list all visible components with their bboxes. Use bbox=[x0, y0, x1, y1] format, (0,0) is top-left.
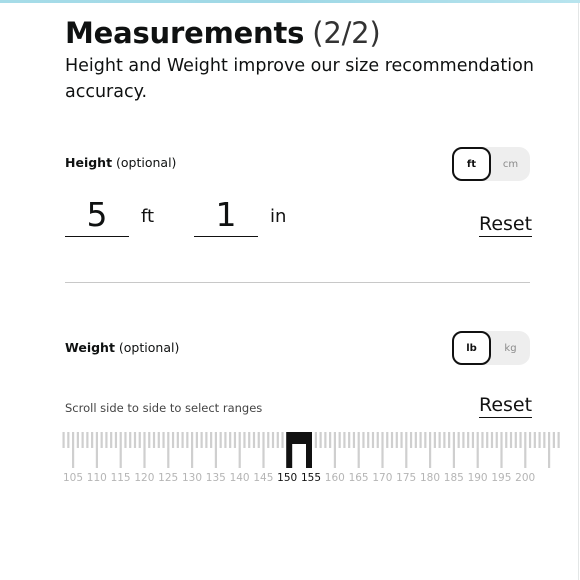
ruler-minor-tick bbox=[515, 432, 517, 448]
height-unit-cm-option[interactable]: cm bbox=[502, 158, 519, 170]
ruler-label: 175 bbox=[396, 472, 417, 484]
section-divider bbox=[65, 282, 530, 283]
ruler-minor-tick bbox=[224, 432, 226, 448]
ruler-minor-tick bbox=[343, 432, 345, 448]
ruler-minor-tick bbox=[91, 432, 93, 448]
ruler-label: 140 bbox=[229, 472, 250, 484]
height-label bbox=[65, 155, 176, 170]
ruler-minor-tick bbox=[558, 432, 560, 448]
ruler-minor-tick bbox=[339, 432, 341, 448]
height-unit-toggle[interactable] bbox=[452, 147, 530, 181]
ruler-minor-tick bbox=[162, 432, 164, 448]
ruler-minor-tick bbox=[105, 432, 107, 448]
ruler-major-tick bbox=[96, 432, 98, 468]
ruler-selected-range[interactable] bbox=[286, 432, 312, 468]
ruler-major-tick bbox=[191, 432, 193, 468]
weight-unit-toggle[interactable] bbox=[452, 331, 530, 365]
ruler-minor-tick bbox=[415, 432, 417, 448]
ruler-label: 105 bbox=[62, 472, 84, 484]
ruler-minor-tick bbox=[243, 432, 245, 448]
ruler-minor-tick bbox=[324, 432, 326, 448]
height-inches-input[interactable]: 1 bbox=[194, 196, 258, 237]
weight-label bbox=[65, 340, 179, 355]
ruler-minor-tick bbox=[543, 432, 545, 448]
ruler-minor-tick bbox=[372, 432, 374, 448]
ruler-minor-tick bbox=[67, 432, 69, 448]
step-indicator: (2/2) bbox=[312, 16, 381, 50]
ruler-minor-tick bbox=[315, 432, 317, 448]
ruler-minor-tick bbox=[505, 432, 507, 448]
ruler-label: 200 bbox=[515, 472, 536, 484]
ruler-minor-tick bbox=[510, 432, 512, 448]
ruler-label: 195 bbox=[491, 472, 512, 484]
ruler-minor-tick bbox=[367, 432, 369, 448]
ruler-major-tick bbox=[453, 432, 455, 468]
ruler-major-tick bbox=[405, 432, 407, 468]
ruler-major-tick bbox=[477, 432, 479, 468]
ruler-label: 165 bbox=[348, 472, 369, 484]
ruler-major-tick bbox=[381, 432, 383, 468]
ruler-minor-tick bbox=[77, 432, 79, 448]
ruler-minor-tick bbox=[396, 432, 398, 448]
ruler-minor-tick bbox=[134, 432, 136, 448]
weight-range-slider[interactable] bbox=[62, 432, 536, 488]
ruler-minor-tick bbox=[353, 432, 355, 448]
ruler-minor-tick bbox=[467, 432, 469, 448]
page-subtitle: Height and Weight improve our size recommendation accuracy. bbox=[65, 56, 534, 102]
weight-unit-kg-option[interactable]: kg bbox=[504, 342, 517, 354]
ruler-label: 185 bbox=[443, 472, 464, 484]
ruler-minor-tick bbox=[320, 432, 322, 448]
ruler-major-tick bbox=[72, 432, 74, 468]
ruler-minor-tick bbox=[362, 432, 364, 448]
ruler-minor-tick bbox=[553, 432, 555, 448]
ruler-major-tick bbox=[334, 432, 336, 468]
weight-label-bold: Weight bbox=[65, 340, 115, 355]
ruler-major-tick bbox=[262, 432, 264, 468]
weight-scroll-hint: Scroll side to side to select ranges bbox=[65, 401, 263, 415]
title-text: Measurements bbox=[65, 16, 305, 50]
ruler-minor-tick bbox=[519, 432, 521, 448]
ruler-minor-tick bbox=[139, 432, 141, 448]
ruler-major-tick bbox=[358, 432, 360, 468]
ruler-major-tick bbox=[524, 432, 526, 468]
ruler-minor-tick bbox=[82, 432, 84, 448]
ruler-minor-tick bbox=[481, 432, 483, 448]
ruler-label: 180 bbox=[419, 472, 441, 484]
weight-reset-button[interactable]: Reset bbox=[479, 394, 533, 416]
ruler-minor-tick bbox=[496, 432, 498, 448]
height-unit-ft-option[interactable]: ft bbox=[452, 147, 491, 181]
ruler-label: 130 bbox=[181, 472, 203, 484]
ruler-minor-tick bbox=[281, 432, 283, 448]
ruler-minor-tick bbox=[101, 432, 103, 448]
ruler-minor-tick bbox=[220, 432, 222, 448]
ruler-minor-tick bbox=[491, 432, 493, 448]
height-feet-input[interactable]: 5 bbox=[65, 196, 129, 237]
ruler-minor-tick bbox=[472, 432, 474, 448]
ruler-minor-tick bbox=[158, 432, 160, 448]
ruler-minor-tick bbox=[258, 432, 260, 448]
ruler-minor-tick bbox=[377, 432, 379, 448]
ruler-label: 125 bbox=[158, 472, 179, 484]
height-feet-unit: ft bbox=[141, 206, 155, 227]
ruler-major-tick bbox=[548, 432, 550, 468]
ruler-minor-tick bbox=[205, 432, 207, 448]
ruler-minor-tick bbox=[177, 432, 179, 448]
ruler-minor-tick bbox=[196, 432, 198, 448]
ruler-minor-tick bbox=[62, 432, 64, 448]
weight-ruler-svg[interactable] bbox=[62, 432, 536, 488]
ruler-minor-tick bbox=[486, 432, 488, 448]
ruler-minor-tick bbox=[124, 432, 126, 448]
ruler-minor-tick bbox=[267, 432, 269, 448]
ruler-label: 110 bbox=[86, 472, 107, 484]
ruler-minor-tick bbox=[434, 432, 436, 448]
ruler-minor-tick bbox=[186, 432, 188, 448]
ruler-label: 190 bbox=[467, 472, 488, 484]
ruler-label: 155 bbox=[300, 472, 322, 484]
ruler-minor-tick bbox=[129, 432, 131, 448]
ruler-minor-tick bbox=[253, 432, 255, 448]
weight-unit-lb-option[interactable]: lb bbox=[452, 331, 491, 365]
ruler-minor-tick bbox=[272, 432, 274, 448]
height-inches-unit: in bbox=[270, 206, 287, 227]
ruler-minor-tick bbox=[391, 432, 393, 448]
weight-label-optional: (optional) bbox=[114, 340, 180, 355]
ruler-minor-tick bbox=[110, 432, 112, 448]
ruler-label: 135 bbox=[205, 472, 226, 484]
ruler-label: 120 bbox=[134, 472, 155, 484]
ruler-label: 170 bbox=[372, 472, 393, 484]
ruler-label: 150 bbox=[277, 472, 298, 484]
ruler-minor-tick bbox=[400, 432, 402, 448]
ruler-minor-tick bbox=[534, 432, 536, 448]
ruler-major-tick bbox=[429, 432, 431, 468]
ruler-label: 145 bbox=[253, 472, 274, 484]
ruler-minor-tick bbox=[115, 432, 117, 448]
ruler-minor-tick bbox=[229, 432, 231, 448]
ruler-minor-tick bbox=[277, 432, 279, 448]
ruler-minor-tick bbox=[448, 432, 450, 448]
ruler-minor-tick bbox=[172, 432, 174, 448]
ruler-minor-tick bbox=[148, 432, 150, 448]
height-label-optional: (optional) bbox=[112, 155, 177, 170]
ruler-minor-tick bbox=[86, 432, 88, 448]
ruler-minor-tick bbox=[529, 432, 531, 448]
ruler-minor-tick bbox=[538, 432, 540, 448]
ruler-minor-tick bbox=[462, 432, 464, 448]
ruler-major-tick bbox=[215, 432, 217, 468]
ruler-major-tick bbox=[143, 432, 145, 468]
height-reset-button[interactable]: Reset bbox=[479, 213, 533, 235]
ruler-minor-tick bbox=[386, 432, 388, 448]
ruler-minor-tick bbox=[153, 432, 155, 448]
ruler-minor-tick bbox=[443, 432, 445, 448]
ruler-minor-tick bbox=[201, 432, 203, 448]
ruler-minor-tick bbox=[458, 432, 460, 448]
ruler-minor-tick bbox=[424, 432, 426, 448]
ruler-label: 115 bbox=[110, 472, 131, 484]
ruler-minor-tick bbox=[234, 432, 236, 448]
ruler-major-tick bbox=[167, 432, 169, 468]
ruler-minor-tick bbox=[210, 432, 212, 448]
ruler-major-tick bbox=[500, 432, 502, 468]
ruler-minor-tick bbox=[410, 432, 412, 448]
height-label-bold: Height bbox=[65, 155, 113, 170]
page-title bbox=[65, 16, 381, 50]
ruler-major-tick bbox=[120, 432, 122, 468]
ruler-minor-tick bbox=[329, 432, 331, 448]
ruler-major-tick bbox=[239, 432, 241, 468]
ruler-minor-tick bbox=[181, 432, 183, 448]
ruler-label: 160 bbox=[324, 472, 345, 484]
ruler-minor-tick bbox=[419, 432, 421, 448]
ruler-minor-tick bbox=[439, 432, 441, 448]
ruler-minor-tick bbox=[248, 432, 250, 448]
ruler-minor-tick bbox=[348, 432, 350, 448]
